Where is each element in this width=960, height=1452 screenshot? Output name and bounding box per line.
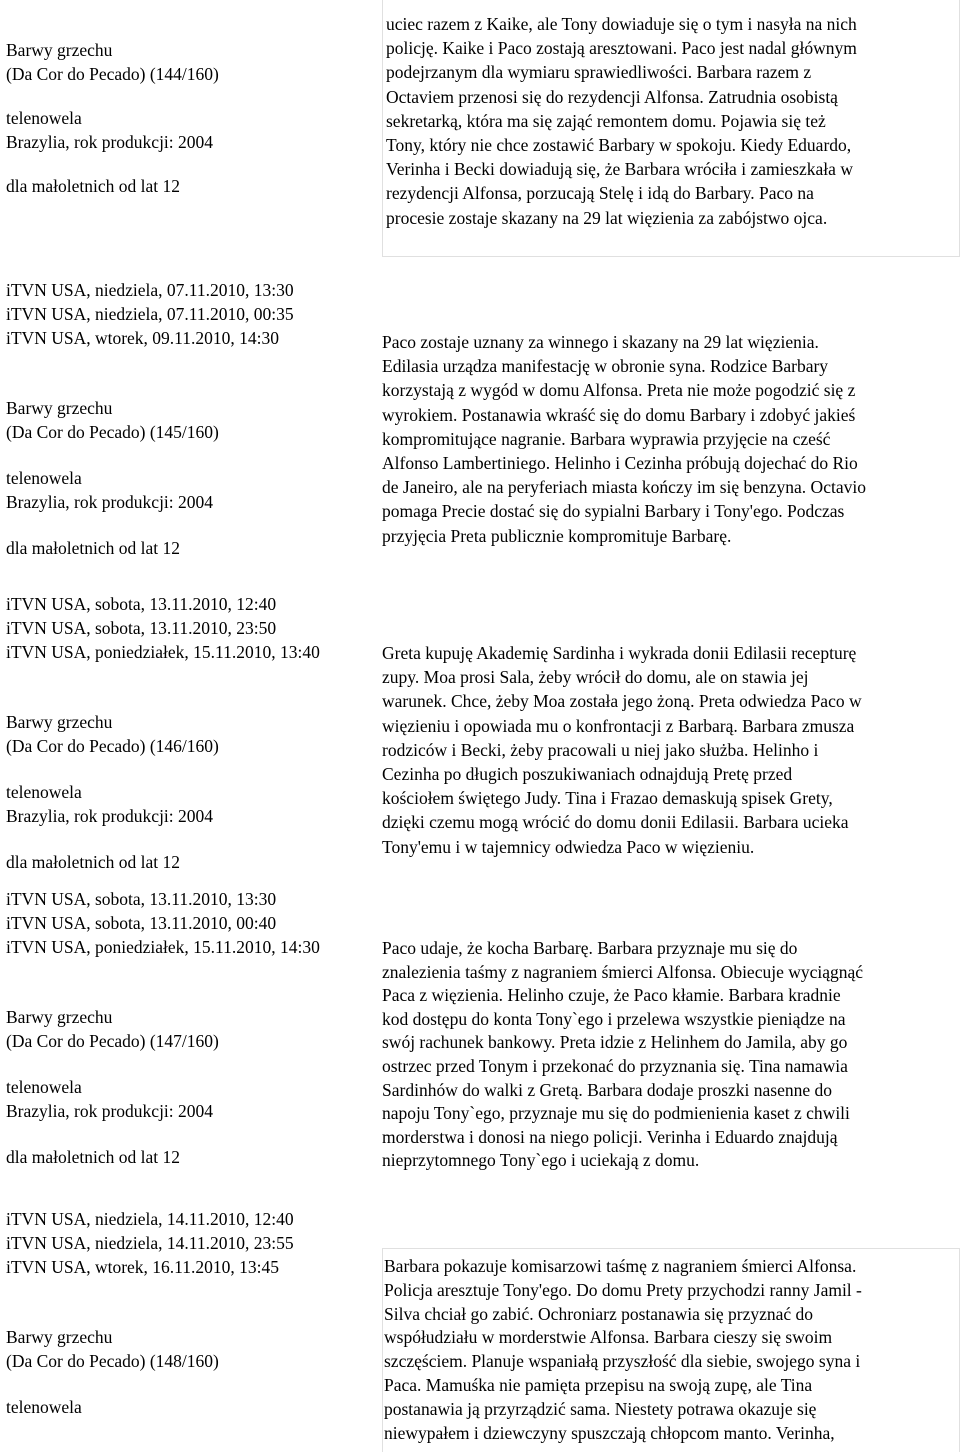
schedule-line: iTVN USA, poniedziałek, 15.11.2010, 14:30 xyxy=(6,937,320,957)
program-rating: dla małoletnich od lat 12 xyxy=(6,852,180,872)
program-rating: dla małoletnich od lat 12 xyxy=(6,176,180,196)
program-info xyxy=(6,278,376,560)
program-synopsis: uciec razem z Kaike, ale Tony dowiaduje się o tym i nasyła na nich policję. Kaike i Paco zostają aresztowani. Paco jest nadal głównym podejrzanym dla wymiaru sprawiedliwości. Barbara razem z Octaviem przenosi się do rezydencji Alfonsa. Zatrudnia osobistą sekretarką, która ma się zająć remontem domu. Pojawia się też Tony, który nie chce zostawić Barbary w spokoju. Kiedy Eduardo, Verinha i Becki dowiadują się, że Barbara wróciła i zamieszkała w rezydencji Alfonsa, porzucają Stelę i idą do Barbary. Paco na procesie zostaje skazany na 29 lat więzienia za zabójstwo ojca. xyxy=(386,14,857,228)
program-original-title: (Da Cor do Pecado) (148/160) xyxy=(6,1351,219,1371)
program-original-title: (Da Cor do Pecado) (144/160) xyxy=(6,64,219,84)
program-title: Barwy grzechu xyxy=(6,398,113,418)
schedule-line: iTVN USA, niedziela, 07.11.2010, 13:30 xyxy=(6,280,294,300)
program-rating: dla małoletnich od lat 12 xyxy=(6,538,180,558)
schedule-line: iTVN USA, wtorek, 09.11.2010, 14:30 xyxy=(6,328,280,348)
program-genre: telenowela xyxy=(6,108,82,128)
schedule-line: iTVN USA, wtorek, 16.11.2010, 13:45 xyxy=(6,1257,280,1277)
program-country: Brazylia, rok produkcji: 2004 xyxy=(6,1101,214,1121)
program-info xyxy=(6,592,376,874)
program-original-title: (Da Cor do Pecado) (146/160) xyxy=(6,736,219,756)
program-title: Barwy grzechu xyxy=(6,712,113,732)
program-synopsis: Greta kupuję Akademię Sardinha i wykrada donii Edilasii recepturę zupy. Moa prosi Sala, żeby wrócił do domu, ale on stawia jej warunek. Chce, żeby Moa została jego żoną. Preta odwiedza Paco w więzieniu i opowiada mu o konfrontacji z Barbarą. Barbara zmusza rodziców i Becki, żeby pracowali u niej jako służba. Helinho i Cezinha po długich poszukiwaniach odnajdują Pretę przed kościołem świętego Judy. Tina i Frazao demaskują spisek Grety, dzięki czemu mogą wrócić do domu donii Edilasii. Barbara ucieka Tony'emu i w tajemnicy odwiedza Paco w więzieniu. xyxy=(382,643,862,857)
program-rating: dla małoletnich od lat 12 xyxy=(6,1147,180,1167)
schedule-line: iTVN USA, niedziela, 14.11.2010, 12:40 xyxy=(6,1209,294,1229)
program-synopsis: Paco udaje, że kocha Barbarę. Barbara przyznaje mu się do znalezienia taśmy z nagraniem śmierci Alfonsa. Obiecuje wyciągnąć Paca z więzienia. Helinho czuje, że Paco kłamie. Barbara kradnie kod dostępu do konta Tony`ego i przelewa wszystkie pieniądze na swój rachunek bankowy. Preta idzie z Helinhem do Jamila, aby go ostrzec przed Tonym i przekonać do przyznania się. Tina namawia Sardinhów do walki z Gretą. Barbara dodaje proszki nasenne do napoju Tony`ego, przyznaje mu się do podmienienia kaset z chwili morderstwa i donosi na niego policji. Verinha i Eduardo znajdują nieprzytomnego Tony`ego i uciekają z domu. xyxy=(382,938,864,1171)
program-genre: telenowela xyxy=(6,1077,82,1097)
schedule-line: iTVN USA, poniedziałek, 15.11.2010, 13:40 xyxy=(6,642,320,662)
program-title: Barwy grzechu xyxy=(6,1327,113,1347)
schedule-line: iTVN USA, sobota, 13.11.2010, 00:40 xyxy=(6,913,277,933)
program-synopsis: Paco zostaje uznany za winnego i skazany na 29 lat więzienia. Edilasia urządza manifestację w obronie syna. Rodzice Barbary korzystają z wygód w domu Alfonsa. Preta nie może pogodzić się z wyrokiem. Postanawia wkraść się do domu Barbary i zdobyć jakieś kompromitujące nagranie. Barbara wyprawia przyjęcie na cześć Alfonso Lambertiniego. Helinho i Cezinha próbują dojechać do Rio de Janeiro, ale na peryferiach miasta kończy im się benzyna. Octavio pomaga Precie dostać się do sypialni Barbary i Tony'ego. Podczas przyjęcia Preta publicznie kompromituje Barbarę. xyxy=(382,332,866,546)
program-country: Brazylia, rok produkcji: 2004 xyxy=(6,806,214,826)
schedule-line: iTVN USA, sobota, 13.11.2010, 12:40 xyxy=(6,594,277,614)
schedule-line: iTVN USA, sobota, 13.11.2010, 13:30 xyxy=(6,889,277,909)
program-genre: telenowela xyxy=(6,468,82,488)
schedule-line: iTVN USA, sobota, 13.11.2010, 23:50 xyxy=(6,618,277,638)
program-info xyxy=(6,1207,376,1419)
program-info xyxy=(6,38,376,198)
program-original-title: (Da Cor do Pecado) (145/160) xyxy=(6,422,219,442)
program-original-title: (Da Cor do Pecado) (147/160) xyxy=(6,1031,219,1051)
program-genre: telenowela xyxy=(6,1397,82,1417)
schedule-line: iTVN USA, niedziela, 07.11.2010, 00:35 xyxy=(6,304,294,324)
program-country: Brazylia, rok produkcji: 2004 xyxy=(6,132,214,152)
program-genre: telenowela xyxy=(6,782,82,802)
schedule-line: iTVN USA, niedziela, 14.11.2010, 23:55 xyxy=(6,1233,294,1253)
program-info xyxy=(6,887,376,1169)
program-title: Barwy grzechu xyxy=(6,40,113,60)
program-title: Barwy grzechu xyxy=(6,1007,113,1027)
program-synopsis: Barbara pokazuje komisarzowi taśmę z nagraniem śmierci Alfonsa. Policja aresztuje Tony'ego. Do domu Prety przychodzi ranny Jamil - Silva chciał go zabić. Ochroniarz postanawia się przyznać do współudziału w morderstwie Alfonsa. Barbara cieszy się swoim szczęściem. Planuje wspaniałą przyszłość dla siebie, swojego syna i Paca. Mamuśka nie pamięta przepisu na swoją zupę, ale Tina postanawia ją przyrządzić sama. Niestety potrawa okazuje się niewypałem i dziewczyny spuszczają chłopcom manto. Verinha, xyxy=(384,1256,862,1443)
program-country: Brazylia, rok produkcji: 2004 xyxy=(6,492,214,512)
